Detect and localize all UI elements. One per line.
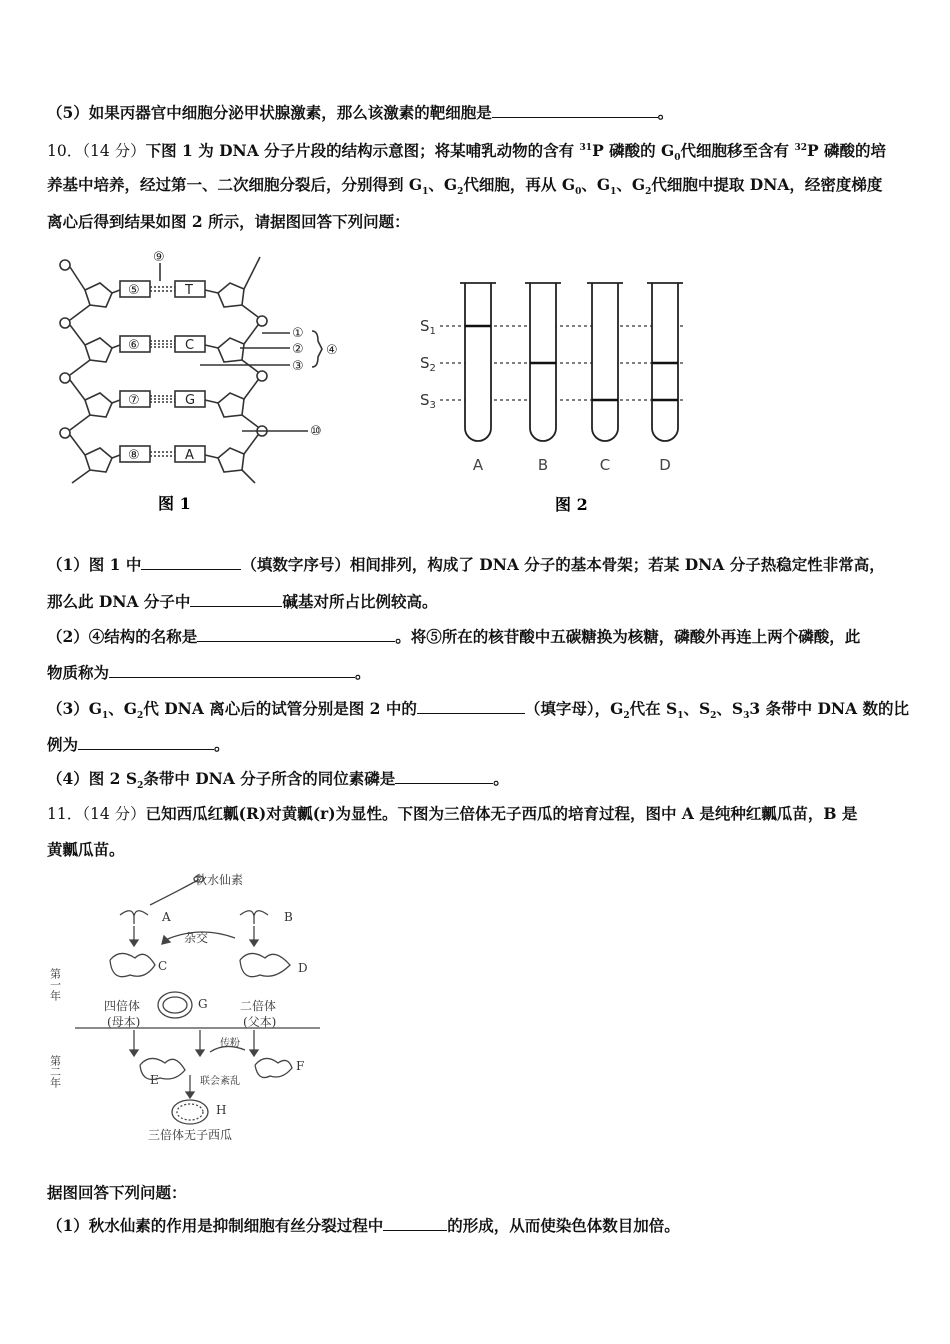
tube-label-c: C — [599, 456, 611, 474]
fruit-g-label: G — [198, 997, 208, 1011]
synapsis-label: 联会紊乱 — [200, 1076, 240, 1087]
diploid-label: 二倍体 — [240, 999, 277, 1013]
q11-stem-line2: 黄瓤瓜苗。 — [47, 840, 125, 859]
centrifuge-figure — [415, 278, 695, 518]
plant-f-label: F — [296, 1059, 305, 1073]
tube-c — [592, 283, 618, 441]
q11-stem-line1: 11．（14 分）已知西瓜红瓤(R)对黄瓤(r)为显性。下图为三倍体无子西瓜的培育过程，图中 A 是纯种红瓤瓜苗，B 是 — [47, 804, 858, 823]
plant-c-label: C — [158, 959, 168, 973]
colchicine-label: 秋水仙素 — [195, 873, 244, 887]
tube-a — [465, 283, 491, 441]
label-2: ② — [292, 342, 304, 357]
plant-b-label: B — [284, 910, 293, 924]
figure-1-caption: 图 1 — [158, 494, 191, 513]
answer-blank[interactable] — [197, 627, 395, 642]
base-g: G — [185, 393, 196, 408]
band-s1-label: $S_1$ — [420, 317, 436, 337]
answer-blank[interactable] — [141, 555, 241, 570]
label-3: ③ — [292, 359, 304, 374]
q10-part4: （4）图 2 $S_2$条带中 DNA 分子所含的同位素磷是 。 — [47, 769, 509, 792]
label-7: ⑦ — [128, 393, 140, 408]
q11-intro: 据图回答下列问题： — [47, 1183, 187, 1202]
answer-blank[interactable] — [109, 663, 355, 678]
base-c: C — [185, 338, 195, 353]
tube-label-d: D — [659, 456, 671, 474]
label-9: ⑨ — [153, 250, 165, 265]
tube-label-b: B — [537, 456, 549, 474]
answer-blank[interactable] — [78, 735, 214, 750]
q10-part3-line1: $(3)G_1$、$G_2$代 DNA 离心后的试管分别是图 2 中的 （填字母），$G_2$代在 $S_1$、$S_2$、$S_33$ 条带中 DNA 数的比 — [47, 699, 910, 722]
cross-label: 杂交 — [184, 931, 209, 945]
fruit-h-label: H — [216, 1103, 227, 1117]
q10-stem-line3: 离心后得到结果如图 2 所示，请据图回答下列问题： — [47, 212, 410, 231]
triploid-label: 三倍体无子西瓜 — [148, 1128, 233, 1142]
q10-part1-line2: 那么此 DNA 分子中 碱基对所占比例较高。 — [47, 592, 438, 611]
father-label: (父本) — [243, 1015, 277, 1029]
tube-label-a: A — [472, 456, 484, 474]
q10-part2-line1: （2）④结构的名称是 。将⑤所在的核苷酸中五碳糖换为核糖，磷酸外再连上两个磷酸，此 — [47, 627, 861, 646]
answer-blank[interactable] — [492, 103, 658, 118]
q10-part2-line2: 物质称为 。 — [47, 663, 371, 682]
tetraploid-label: 四倍体 — [104, 999, 141, 1013]
figure-2-caption: 图 2 — [555, 495, 588, 514]
band-s2-label: $S_2$ — [420, 354, 436, 374]
q10-part3-line2: 例为 。 — [47, 735, 230, 754]
q9-part5: （5）如果丙器官中细胞分泌甲状腺激素，那么该激素的靶细胞是 。 — [47, 103, 674, 122]
base-t: T — [185, 283, 193, 298]
plant-a-label: A — [162, 910, 171, 924]
pollen-label: 传粉 — [220, 1038, 240, 1049]
label-8: ⑧ — [128, 448, 140, 463]
plant-d-label: D — [298, 961, 308, 975]
year-labels — [49, 968, 62, 1089]
label-10: ⑩ — [310, 424, 322, 439]
band-s3-label: $S_3$ — [420, 391, 436, 411]
plant-e-label: E — [150, 1073, 159, 1087]
base-a: A — [185, 448, 194, 463]
answer-blank[interactable] — [395, 769, 493, 784]
answer-blank[interactable] — [383, 1216, 447, 1231]
answer-blank[interactable] — [417, 699, 525, 714]
label-6: ⑥ — [128, 338, 140, 353]
dna-structure-figure — [50, 245, 370, 520]
answer-blank[interactable] — [190, 592, 282, 607]
q11-part1: （1）秋水仙素的作用是抑制细胞有丝分裂过程中 的形成，从而使染色体数目加倍。 — [47, 1216, 680, 1235]
label-5: ⑤ — [128, 283, 140, 298]
q10-stem-line1: 10．（14 分）下图 1 为 DNA 分子片段的结构示意图；将某哺乳动物的含有 $^{31}$P 磷酸的 $G_0$代细胞移至含有 $^{32}$P 磷酸的培 — [47, 141, 887, 164]
year2-label: 第二年 — [48, 1055, 62, 1088]
label-1: ① — [292, 326, 304, 341]
q10-part1-line1: （1）图 1 中 （填数字序号）相间排列，构成了 DNA 分子的基本骨架；若某 DNA 分子热稳定性非常高， — [47, 555, 885, 574]
year1-label: 第一年 — [48, 968, 62, 1001]
mother-label: (母本) — [107, 1015, 141, 1029]
label-4: ④ — [326, 343, 338, 358]
q10-stem-line2: 养基中培养，经过第一、二次细胞分裂后，分别得到 $G_1$、$G_2$代细胞，再从 $G_0$、$G_1$、$G_2$代细胞中提取 DNA，经密度梯度 — [47, 175, 883, 198]
watermelon-breeding-figure — [50, 870, 350, 1150]
